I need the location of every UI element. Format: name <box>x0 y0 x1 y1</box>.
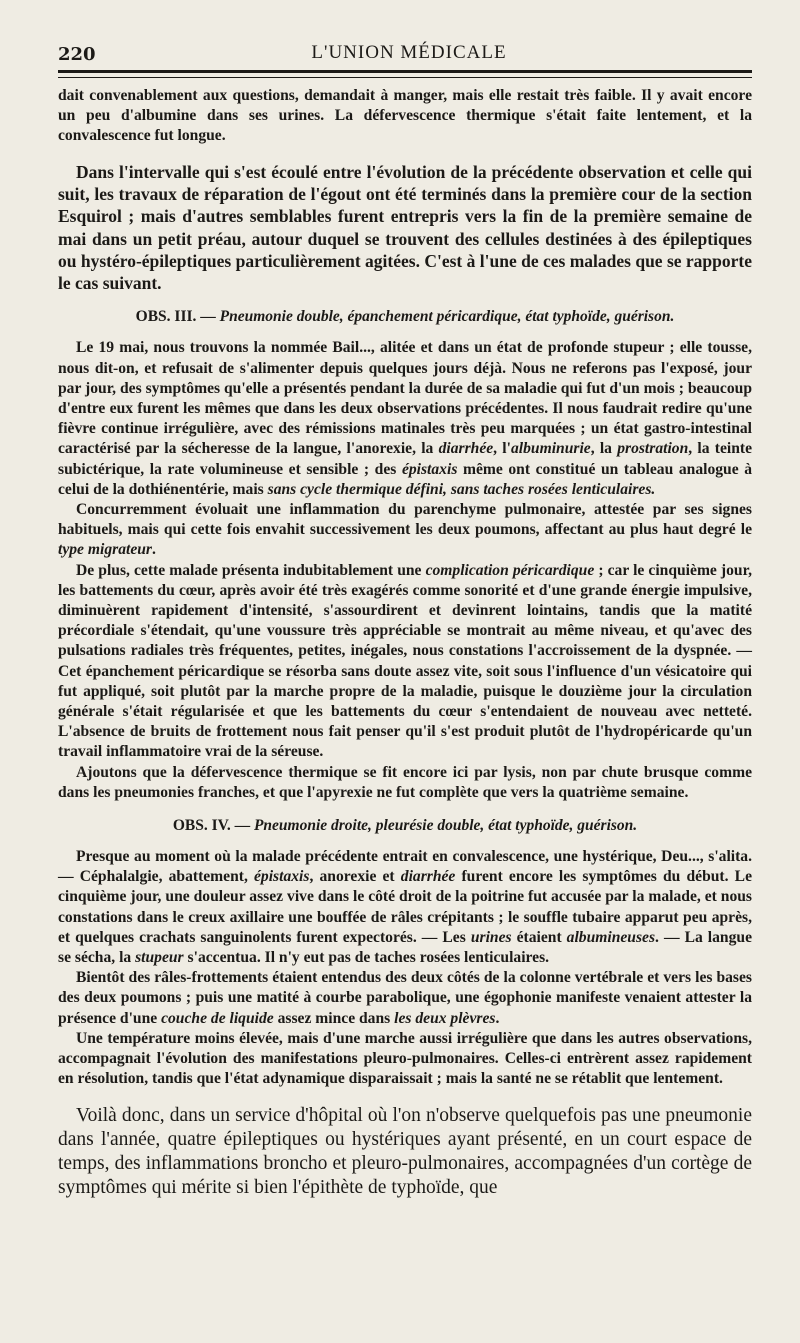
paragraph-continuation: dait convenablement aux questions, demandait à manger, mais elle restait très faible. Il y avait encore un peu d'albumine dans ses urines. La défervescence thermique s'était faite lentement, et la convalescence fut longue. <box>58 87 752 145</box>
heading-dash: — <box>200 308 216 326</box>
observation-heading-3 <box>58 308 752 326</box>
observation-title: Pneumonie double, épanchement péricardique, état typhoïde, guérison. <box>219 308 675 326</box>
heading-dash: — <box>234 817 251 835</box>
text-body <box>58 86 752 1201</box>
header-rule <box>58 70 752 73</box>
observation-label: OBS. IV. <box>172 817 231 835</box>
observation-label: OBS. III. <box>135 308 197 326</box>
page-header <box>58 38 760 68</box>
paragraph-obs3-case: Le 19 mai, nous trouvons la nommée Bail..., alitée et dans un état de profonde stupeur ; elle tousse, nous dit-on, et refusait de s'alimenter depuis quelques jours déjà. Nous ne referons pas l'exposé, jour par jour, des symptômes qu'elle a présentés pendant la durée de sa maladie qui fut d'un mois ; beaucoup d'entre eux furent les mêmes que dans les deux observations précédentes. Il nous faudrait redire qu'une fièvre continue irrégulière, avec des rémissions matinales très peu marquées ; un état gastro-intestinal caractérisé par la sécheresse de la langue, l'anorexie, la diarrhée, l'albuminurie, la prostration, la teinte subictérique, la rate volumineuse et sensible ; des épistaxis même ont constitué un tableau analogue à celui de la dothiénentérie, mais sans cycle thermique défini, sans taches rosées lenticulaires. <box>58 339 753 498</box>
paragraph-obs4-pleura: Bientôt des râles-frottements étaient entendus des deux côtés de la colonne vertébrale et vers les bases des deux poumons ; puis une matité à courbe parabolique, une égophonie manifeste venaient attester la présence d'une couche de liquide assez mince dans les deux plèvres. <box>58 969 752 1027</box>
header-rule-thin <box>58 77 752 78</box>
paragraph-conclusion: Voilà donc, dans un service d'hôpital où l'on n'observe quelquefois pas une pneumonie dans l'année, quatre épileptiques ou hystériques ayant présenté, en un court espace de temps, des inflammations broncho et pleuro-pulmonaires, accompagnées d'un cortège de symptômes qui mérite si bien l'épithète de typhoïde, que <box>58 1104 752 1199</box>
paragraph-obs3-defervescence: Ajoutons que la défervescence thermique se fit encore ici par lysis, non par chute brusque comme dans les pneumonies franches, et que l'apyrexie ne fut complète que vers la quatrième semaine. <box>58 763 752 801</box>
paragraph-obs4-course: Une température moins élevée, mais d'une marche aussi irrégulière que dans les autres observations, accompagnait l'évolution des manifestations pleuro-pulmonaires. Celles-ci entrèrent assez rapidement en résolution, tandis que l'état adynamique disparaissait ; mais la santé ne se rétablit que lentement. <box>58 1029 752 1088</box>
paragraph-obs3-lungs: Concurremment évoluait une inflammation du parenchyme pulmonaire, attestée par ses signes habituels, mais qui cette fois envahit successivement les deux poumons, affectant au plus haut degré le type migrateur. <box>58 501 752 559</box>
paragraph-obs4-case: Presque au moment où la malade précédente entrait en convalescence, une hystérique, Deu..., s'alita. — Céphalalgie, abattement, épistaxis, anorexie et diarrhée furent encore les symptômes du début. Le cinquième jour, une douleur assez vive dans le côté droit de la poitrine fut accusée par la malade, et nous constations dans le creux axillaire une bouffée de râles crépitants ; le souffle tubaire apparut peu après, et quelques crachats sanguinolents furent expectorés. — Les urines étaient albumineuses. — La langue se sécha, la stupeur s'accentua. Il n'y eut pas de taches rosées lenticulaires. <box>58 848 752 967</box>
observation-title: Pneumonie droite, pleurésie double, état typhoïde, guérison. <box>253 817 638 835</box>
running-title: L'UNION MÉDICALE <box>311 42 507 63</box>
paragraph-obs3-pericardium: De plus, cette malade présenta indubitablement une complication péricardique ; car le cinquième jour, les battements du cœur, après avoir été très exagérés comme sonorité et d'une grande énergie impulsive, diminuèrent rapidement d'intensité, s'assourdirent et devinrent lointains, tandis que la matité précordiale s'étendait, qu'une voussure très appréciable se montrait au même niveau, et qu'avec des pulsations radiales très fréquentes, petites, inégales, nous constations l'accroissement de la dyspnée. — Cet épanchement péricardique se résorba sans doute assez vite, soit sous l'influence d'un vésicatoire qui fut appliqué, soit plutôt par la marche propre de la maladie, puisque le douzième jour la circulation générale s'était régularisée et que les battements du cœur s'entendaient de nouveau avec netteté. L'absence de bruits de frottement nous fait penser qu'il s'est produit plutôt de l'hydropéricarde qu'un travail inflammatoire vrai de la séreuse. <box>58 561 752 761</box>
observation-heading-4 <box>58 817 752 835</box>
paragraph-intro: Dans l'intervalle qui s'est écoulé entre l'évolution de la précédente observation et celle qui suit, les travaux de réparation de l'égout ont été terminés dans la première cour de la section Esquirol ; mais d'autres semblables furent entrepris vers la fin de la première semaine de mai dans un petit préau, autour duquel se trouvent des cellules destinées à des épileptiques ou hystéro-épileptiques particulièrement agitées. C'est à l'une de ces malades que se rapporte le cas suivant. <box>58 161 752 294</box>
page-number: 220 <box>58 44 96 65</box>
